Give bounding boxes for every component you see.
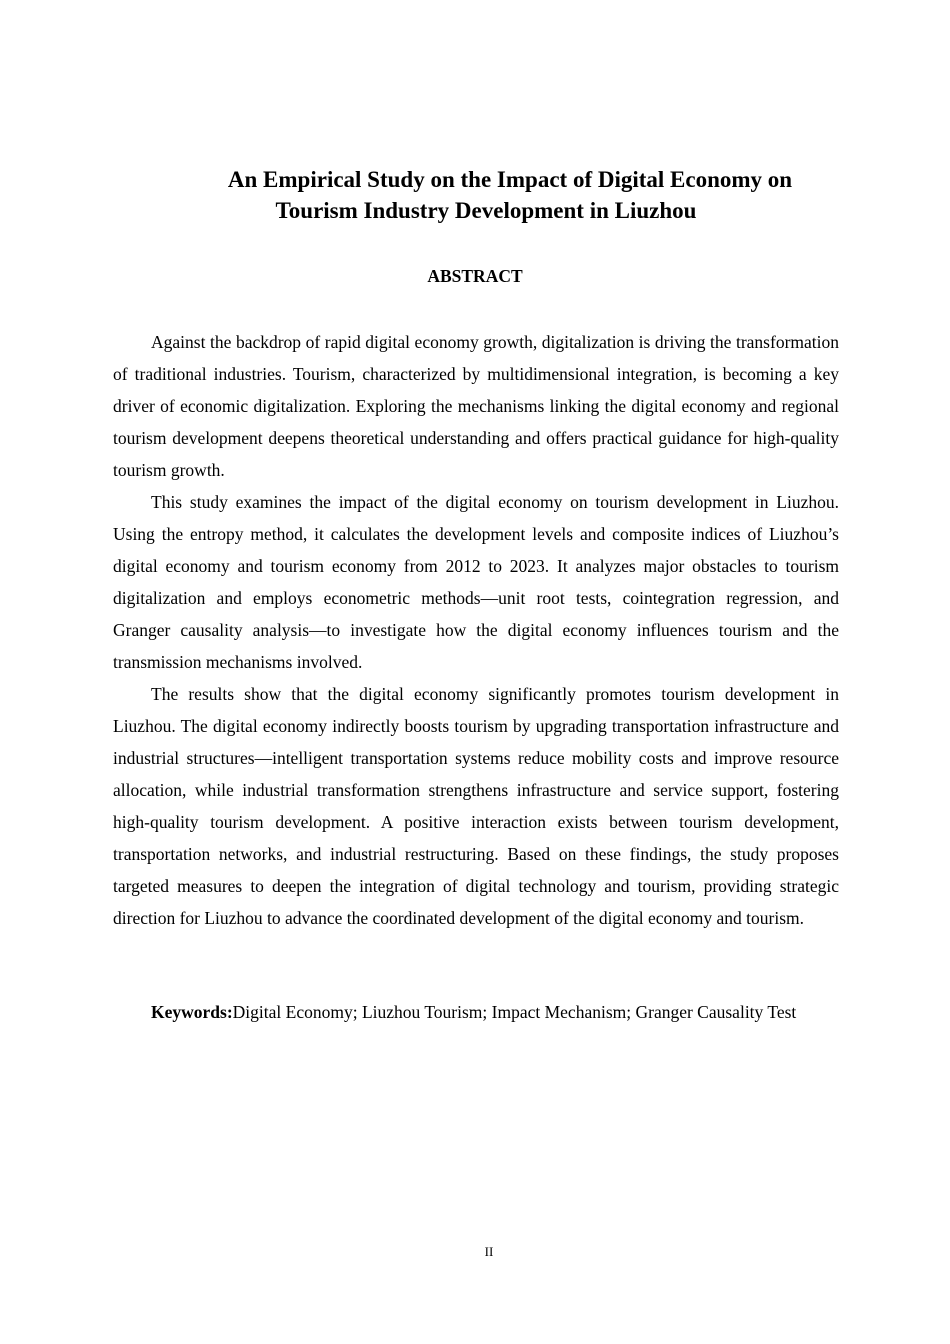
keywords-text: Digital Economy; Liuzhou Tourism; Impact Mechanism; Granger Causality Test: [232, 1002, 797, 1022]
abstract-heading: ABSTRACT: [427, 266, 523, 286]
abstract-paragraph-3: The results show that the digital economy significantly promotes tourism development in Liuzhou. The digital economy indirectly boosts tourism by upgrading transportation infrastructure and industrial structures—intelligent transportation systems reduce mobility costs and improve resource allocation, while industrial transformation strengthens infrastructure and service support, fostering high-quality tourism development. A positive interaction exists between tourism development, transportation networks, and industrial restructuring. Based on these findings, the study proposes targeted measures to deepen the integration of digital technology and tourism, providing strategic direction for Liuzhou to advance the coordinated development of the digital economy and tourism.: [113, 684, 839, 928]
abstract-paragraph-1: Against the backdrop of rapid digital economy growth, digitalization is driving the transformation of traditional industries. Tourism, characterized by multidimensional integration, is becoming a key driver of economic digitalization. Exploring the mechanisms linking the digital economy and regional tourism development deepens theoretical understanding and offers practical guidance for high-quality tourism growth.: [113, 332, 839, 480]
abstract-body: [113, 326, 839, 934]
page-number: II: [484, 1244, 494, 1259]
paper-title: [110, 164, 910, 226]
abstract-paragraph-2: This study examines the impact of the digital economy on tourism development in Liuzhou. Using the entropy method, it calculates the development levels and composite indices of Liuzhou’s digital economy and tourism economy from 2012 to 2023. It analyzes major obstacles to tourism digitalization and employs econometric methods—unit root tests, cointegration regression, and Granger causality analysis—to investigate how the digital economy influences tourism and the transmission mechanisms involved.: [113, 492, 839, 672]
keywords-label: Keywords:: [151, 1002, 233, 1022]
paper-title-line-2: Tourism Industry Development in Liuzhou: [275, 198, 697, 223]
keywords: [113, 996, 839, 1028]
paper-title-line-1: An Empirical Study on the Impact of Digital Economy on: [227, 167, 793, 192]
